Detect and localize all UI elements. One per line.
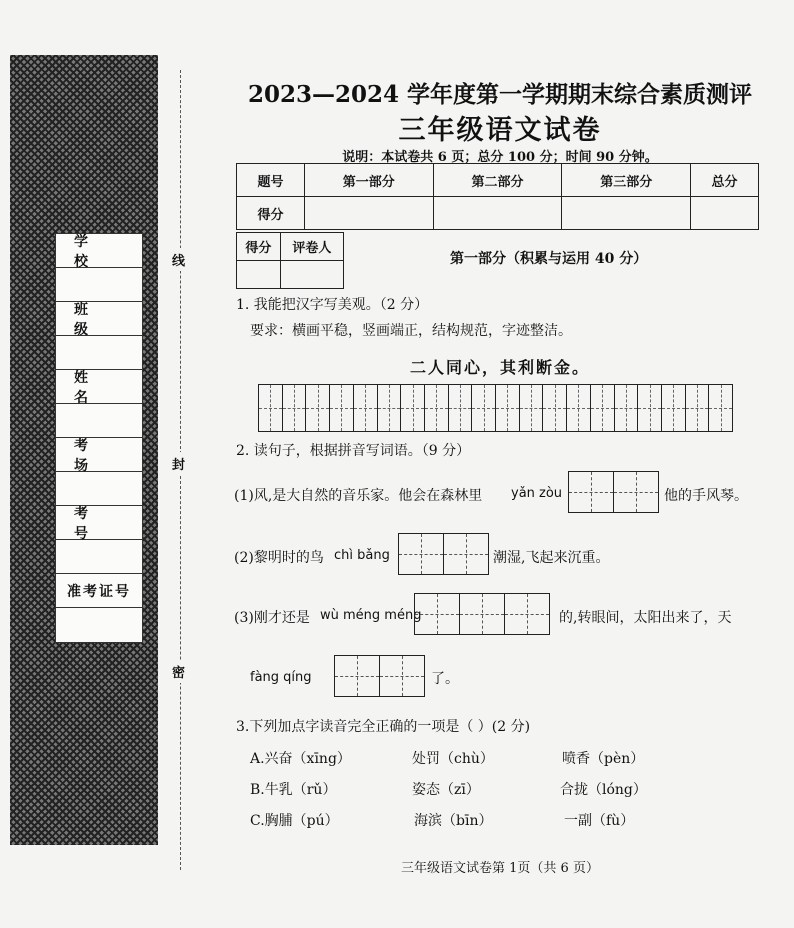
q1-motto: 二人同心，其利断金。 bbox=[409, 358, 590, 377]
school-label: 学 校 bbox=[56, 234, 142, 268]
name-label: 姓 名 bbox=[56, 370, 142, 404]
q3-option-c2: 海滨（bīn） bbox=[414, 813, 493, 829]
q2-s1-pinyin: yǎn zòu bbox=[511, 486, 563, 501]
writing-cell[interactable] bbox=[543, 385, 567, 431]
writing-cell[interactable] bbox=[638, 385, 662, 431]
score-header-cell: 第一部分 bbox=[304, 164, 433, 197]
q2-s3-pinyin: wù méng méng bbox=[320, 608, 422, 623]
writing-cell[interactable] bbox=[472, 385, 496, 431]
score-cell[interactable] bbox=[691, 197, 759, 230]
answer-box[interactable] bbox=[334, 655, 380, 697]
answer-box[interactable] bbox=[613, 471, 659, 513]
q2-s3b-pinyin: fàng qíng bbox=[250, 670, 312, 685]
writing-cell[interactable] bbox=[520, 385, 544, 431]
admission-number-field[interactable] bbox=[56, 608, 142, 642]
writing-grid[interactable] bbox=[258, 384, 733, 432]
score-header-cell: 第二部分 bbox=[433, 164, 562, 197]
q2-s2-after: 潮湿,飞起来沉重。 bbox=[493, 550, 610, 566]
q2-s3b-after: 了。 bbox=[431, 671, 459, 687]
grader-name-header: 评卷人 bbox=[280, 233, 343, 261]
writing-cell[interactable] bbox=[591, 385, 615, 431]
q3-option-a1: A.兴奋（xīng） bbox=[250, 751, 351, 767]
score-header-cell: 第三部分 bbox=[562, 164, 691, 197]
name-field[interactable] bbox=[56, 404, 142, 438]
writing-cell[interactable] bbox=[354, 385, 378, 431]
grader-table bbox=[236, 232, 344, 289]
writing-cell[interactable] bbox=[330, 385, 354, 431]
score-header-cell: 总分 bbox=[691, 164, 759, 197]
exam-room-label: 考 场 bbox=[56, 438, 142, 472]
q3-option-b2: 姿态（zī） bbox=[412, 782, 480, 798]
writing-cell[interactable] bbox=[425, 385, 449, 431]
q2-s3b-answer-boxes[interactable] bbox=[334, 655, 424, 697]
writing-cell[interactable] bbox=[686, 385, 710, 431]
q3-option-c1: C.胸脯（pú） bbox=[250, 813, 339, 829]
school-field[interactable] bbox=[56, 268, 142, 302]
writing-cell[interactable] bbox=[283, 385, 307, 431]
q3-option-a3: 喷香（pèn） bbox=[562, 751, 645, 767]
answer-box[interactable] bbox=[504, 593, 550, 635]
part1-title: 第一部分（积累与运用 40 分） bbox=[450, 251, 648, 267]
page-footer: 三年级语文试卷第 1页（共 6 页） bbox=[401, 861, 599, 876]
q2-s2-before: (2)黎明时的鸟 bbox=[234, 550, 324, 566]
answer-box[interactable] bbox=[398, 533, 444, 575]
q2-s2-answer-boxes[interactable] bbox=[398, 533, 488, 575]
exam-title: 2023—2024 学年度第一学期期末综合素质测评 bbox=[247, 81, 753, 108]
student-info-box bbox=[55, 233, 143, 643]
writing-cell[interactable] bbox=[496, 385, 520, 431]
admission-number-label: 准考证号 bbox=[56, 574, 142, 608]
q2-title: 2. 读句子，根据拼音写词语。（9 分） bbox=[236, 443, 471, 459]
grader-name-cell[interactable] bbox=[280, 261, 343, 289]
answer-box[interactable] bbox=[568, 471, 614, 513]
q3-option-b3: 合拢（lóng） bbox=[560, 782, 647, 798]
class-field[interactable] bbox=[56, 336, 142, 370]
q2-s1-answer-boxes[interactable] bbox=[568, 471, 658, 513]
exam-room-field[interactable] bbox=[56, 472, 142, 506]
writing-cell[interactable] bbox=[449, 385, 473, 431]
writing-cell[interactable] bbox=[306, 385, 330, 431]
q2-s3-answer-boxes[interactable] bbox=[414, 593, 549, 635]
margin-char-seal: 封 bbox=[172, 452, 185, 475]
writing-cell[interactable] bbox=[378, 385, 402, 431]
score-table bbox=[236, 163, 759, 230]
seat-number-field[interactable] bbox=[56, 540, 142, 574]
seat-number-label: 考 号 bbox=[56, 506, 142, 540]
writing-cell[interactable] bbox=[709, 385, 732, 431]
q3-title: 3.下列加点字读音完全正确的一项是（ ）(2 分) bbox=[236, 719, 531, 735]
answer-box[interactable] bbox=[459, 593, 505, 635]
score-cell[interactable] bbox=[304, 197, 433, 230]
q3-option-a2: 处罚（chù） bbox=[412, 751, 494, 767]
exam-note: 说明：本试卷共 6 页；总分 100 分；时间 90 分钟。 bbox=[342, 150, 658, 165]
writing-cell[interactable] bbox=[662, 385, 686, 431]
q2-s1-before: (1)风,是大自然的音乐家。他会在森林里 bbox=[234, 488, 483, 504]
writing-cell[interactable] bbox=[259, 385, 283, 431]
class-label: 班 级 bbox=[56, 302, 142, 336]
answer-box[interactable] bbox=[443, 533, 489, 575]
grader-score-header: 得分 bbox=[237, 233, 281, 261]
q3-option-c3: 一副（fù） bbox=[564, 813, 635, 829]
q1-requirement: 要求：横画平稳，竖画端正，结构规范，字迹整洁。 bbox=[250, 323, 572, 339]
margin-char-secret: 密 bbox=[172, 660, 185, 683]
score-row-label: 得分 bbox=[237, 197, 305, 230]
answer-box[interactable] bbox=[414, 593, 460, 635]
q1-title: 1. 我能把汉字写美观。（2 分） bbox=[236, 297, 429, 313]
score-cell[interactable] bbox=[433, 197, 562, 230]
score-cell[interactable] bbox=[562, 197, 691, 230]
q2-s3-after: 的,转眼间，太阳出来了，天 bbox=[559, 610, 732, 626]
writing-cell[interactable] bbox=[401, 385, 425, 431]
writing-cell[interactable] bbox=[567, 385, 591, 431]
score-header-cell: 题号 bbox=[237, 164, 305, 197]
q2-s2-pinyin: chì bǎng bbox=[334, 548, 390, 563]
writing-cell[interactable] bbox=[615, 385, 639, 431]
q2-s1-after: 他的手风琴。 bbox=[664, 488, 748, 504]
q3-option-b1: B.牛乳（rǔ） bbox=[250, 782, 337, 798]
grader-score-cell[interactable] bbox=[237, 261, 281, 289]
binding-strip bbox=[10, 55, 158, 845]
margin-char-line: 线 bbox=[172, 248, 185, 271]
answer-box[interactable] bbox=[379, 655, 425, 697]
q2-s3-before: (3)刚才还是 bbox=[234, 610, 310, 626]
exam-subtitle: 三年级语文试卷 bbox=[398, 115, 602, 146]
